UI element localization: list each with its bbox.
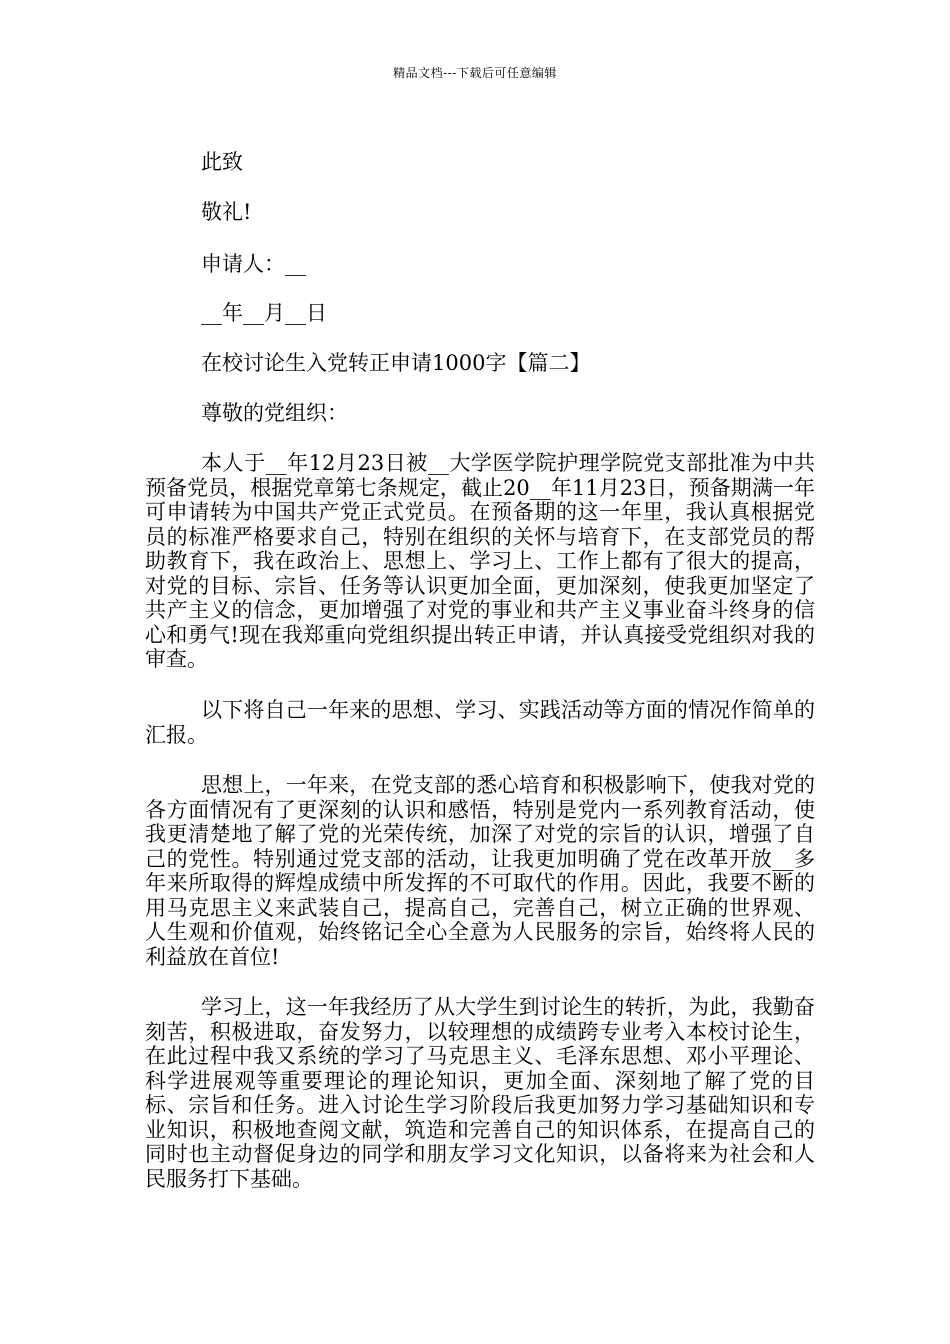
- page-header: 精品文档---下载后可任意编辑: [393, 66, 557, 80]
- section-title: 在校讨论生入党转正申请1000字【篇二】: [201, 351, 591, 375]
- closing-salutation: 此致: [201, 150, 243, 174]
- date-line: __年__月__日: [201, 301, 327, 325]
- paragraph-3: 思想上，一年来，在党支部的悉心培育和积极影响下，使我对党的各方面情况有了更深刻的认识和感悟，特别是党内一系列教育活动，使我更清楚地了解了党的光荣传统，加深了对党的宗旨的认识，增强了自己的党性。特别通过党支部的活动，让我更加明确了党在改革开放__多年来所取得的辉煌成绩中所发挥的不可取代的作用。因此，我要不断的用马克思主义来武装自己，提高自己，完善自己，树立正确的世界观、人生观和价值观，始终铭记全心全意为人民服务的宗旨，始终将人民的利益放在首位!: [145, 773, 815, 969]
- applicant-line: 申请人：__: [201, 252, 306, 276]
- closing-regards: 敬礼!: [201, 200, 252, 224]
- paragraph-1: 本人于__年12月23日被__大学医学院护理学院党支部批准为中共预备党员，根据党章第七条规定，截止20__年11月23日，预备期满一年可申请转为中国共产党正式党员。在预备期的这一年里，我认真根据党员的标准严格要求自己，特别在组织的关怀与培育下，在支部党员的帮助教育下，我在政治上、思想上、学习上、工作上都有了很大的提高，对党的目标、宗旨、任务等认识更加全面，更加深刻，使我更加坚定了共产主义的信念，更加增强了对党的事业和共产主义事业奋斗终身的信心和勇气!现在我郑重向党组织提出转正申请，并认真接受党组织对我的审查。: [145, 451, 815, 671]
- paragraph-4: 学习上，这一年我经历了从大学生到讨论生的转折，为此，我勤奋刻苦，积极进取，奋发努力，以较理想的成绩跨专业考入本校讨论生，在此过程中我又系统的学习了马克思主义、毛泽东思想、邓小平理论、科学进展观等重要理论的理论知识，更加全面、深刻地了解了党的目标、宗旨和任务。进入讨论生学习阶段后我更加努力学习基础知识和专业知识，积极地查阅文献，筑造和完善自己的知识体系，在提高自己的同时也主动督促身边的同学和朋友学习文化知识，以备将来为社会和人民服务打下基础。: [145, 995, 815, 1191]
- section-greeting: 尊敬的党组织：: [201, 401, 348, 425]
- paragraph-2: 以下将自己一年来的思想、学习、实践活动等方面的情况作简单的汇报。: [145, 698, 815, 747]
